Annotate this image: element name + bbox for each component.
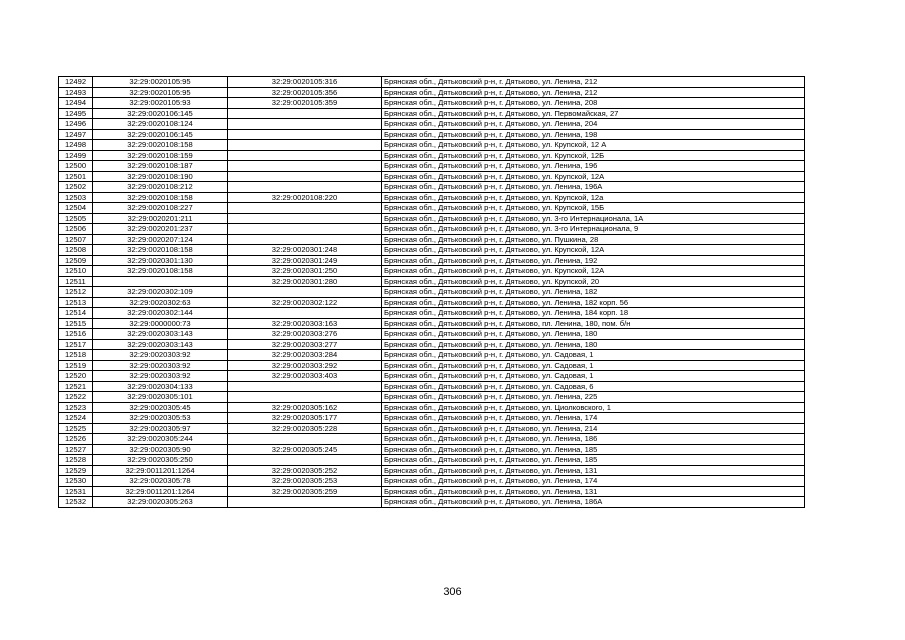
parcel-number-cell: 32:29:0020305:263 (93, 497, 228, 508)
table-row (59, 234, 805, 245)
parcel-number-cell: 32:29:0020207:124 (93, 234, 228, 245)
address-cell: Брянская обл., Дятьковский р-н, г. Дятьково, ул. Крупской, 12Б (382, 150, 805, 161)
table-row (59, 266, 805, 277)
object-number-cell: 32:29:0020105:356 (228, 87, 382, 98)
row-number-cell: 12518 (59, 350, 93, 361)
parcel-number-cell: 32:29:0020108:187 (93, 161, 228, 172)
object-number-cell (228, 119, 382, 130)
parcel-number-cell: 32:29:0020305:97 (93, 423, 228, 434)
object-number-cell: 32:29:0020105:316 (228, 77, 382, 88)
table-row (59, 497, 805, 508)
row-number-cell: 12508 (59, 245, 93, 256)
parcel-number-cell: 32:29:0011201:1264 (93, 465, 228, 476)
row-number-cell: 12493 (59, 87, 93, 98)
table-row (59, 381, 805, 392)
address-cell: Брянская обл., Дятьковский р-н, г. Дятьково, ул. Ленина, 198 (382, 129, 805, 140)
row-number-cell: 12517 (59, 339, 93, 350)
address-cell: Брянская обл., Дятьковский р-н, г. Дятьково, ул. Крупской, 15Б (382, 203, 805, 214)
parcel-number-cell: 32:29:0020106:145 (93, 108, 228, 119)
address-cell: Брянская обл., Дятьковский р-н, г. Дятьково, ул. Садовая, 6 (382, 381, 805, 392)
object-number-cell (228, 455, 382, 466)
address-cell: Брянская обл., Дятьковский р-н, г. Дятьково, ул. Ленина, 212 (382, 87, 805, 98)
address-cell: Брянская обл., Дятьковский р-н, г. Дятьково, ул. Ленина, 204 (382, 119, 805, 130)
table-row (59, 98, 805, 109)
object-number-cell (228, 129, 382, 140)
row-number-cell: 12498 (59, 140, 93, 151)
address-cell: Брянская обл., Дятьковский р-н, г. Дятьково, ул. Ленина, 184 корп. 18 (382, 308, 805, 319)
row-number-cell: 12519 (59, 360, 93, 371)
object-number-cell: 32:29:0020108:220 (228, 192, 382, 203)
address-cell: Брянская обл., Дятьковский р-н, г. Дятьково, ул. Пушкина, 28 (382, 234, 805, 245)
address-cell: Брянская обл., Дятьковский р-н, г. Дятьково, ул. Ленина, 180 (382, 339, 805, 350)
row-number-cell: 12502 (59, 182, 93, 193)
object-number-cell (228, 497, 382, 508)
object-number-cell: 32:29:0020303:292 (228, 360, 382, 371)
parcel-number-cell: 32:29:0020302:63 (93, 297, 228, 308)
row-number-cell: 12510 (59, 266, 93, 277)
address-cell: Брянская обл., Дятьковский р-н, г. Дятьково, ул. Крупской, 12 А (382, 140, 805, 151)
object-number-cell (228, 434, 382, 445)
parcel-number-cell: 32:29:0020201:237 (93, 224, 228, 235)
table-row (59, 339, 805, 350)
parcel-number-cell: 32:29:0000000:73 (93, 318, 228, 329)
row-number-cell: 12520 (59, 371, 93, 382)
row-number-cell: 12497 (59, 129, 93, 140)
object-number-cell: 32:29:0020303:284 (228, 350, 382, 361)
row-number-cell: 12513 (59, 297, 93, 308)
address-cell: Брянская обл., Дятьковский р-н, г. Дятьково, ул. Ленина, 196 (382, 161, 805, 172)
table-row (59, 360, 805, 371)
address-cell: Брянская обл., Дятьковский р-н, г. Дятьково, ул. Ленина, 214 (382, 423, 805, 434)
address-cell: Брянская обл., Дятьковский р-н, г. Дятьково, ул. Ленина, 192 (382, 255, 805, 266)
row-number-cell: 12501 (59, 171, 93, 182)
parcel-number-cell: 32:29:0020305:90 (93, 444, 228, 455)
row-number-cell: 12509 (59, 255, 93, 266)
row-number-cell: 12521 (59, 381, 93, 392)
parcel-number-cell: 32:29:0020305:78 (93, 476, 228, 487)
row-number-cell: 12516 (59, 329, 93, 340)
row-number-cell: 12526 (59, 434, 93, 445)
table-row (59, 413, 805, 424)
address-cell: Брянская обл., Дятьковский р-н, г. Дятьково, ул. Ленина, 212 (382, 77, 805, 88)
page-number: 306 (443, 586, 462, 598)
row-number-cell: 12492 (59, 77, 93, 88)
row-number-cell: 12528 (59, 455, 93, 466)
parcel-number-cell: 32:29:0020108:158 (93, 192, 228, 203)
table-row (59, 402, 805, 413)
row-number-cell: 12499 (59, 150, 93, 161)
parcel-number-cell: 32:29:0020303:92 (93, 360, 228, 371)
parcel-number-cell: 32:29:0020301:130 (93, 255, 228, 266)
table-row (59, 129, 805, 140)
table-row (59, 297, 805, 308)
parcel-number-cell: 32:29:0020105:95 (93, 77, 228, 88)
object-number-cell (228, 203, 382, 214)
row-number-cell: 12524 (59, 413, 93, 424)
row-number-cell: 12523 (59, 402, 93, 413)
address-cell: Брянская обл., Дятьковский р-н, г. Дятьково, ул. 3-го Интернационала, 1А (382, 213, 805, 224)
row-number-cell: 12506 (59, 224, 93, 235)
table-row (59, 87, 805, 98)
address-cell: Брянская обл., Дятьковский р-н, г. Дятьково, ул. Ленина, 131 (382, 465, 805, 476)
parcel-number-cell: 32:29:0020108:158 (93, 140, 228, 151)
object-number-cell (228, 308, 382, 319)
table-row (59, 213, 805, 224)
object-number-cell (228, 234, 382, 245)
address-cell: Брянская обл., Дятьковский р-н, г. Дятьково, ул. Ленина, 174 (382, 413, 805, 424)
object-number-cell (228, 150, 382, 161)
cadastral-table (58, 76, 805, 508)
row-number-cell: 12505 (59, 213, 93, 224)
row-number-cell: 12504 (59, 203, 93, 214)
object-number-cell: 32:29:0020305:252 (228, 465, 382, 476)
object-number-cell: 32:29:0020305:245 (228, 444, 382, 455)
table-row (59, 476, 805, 487)
table-row (59, 245, 805, 256)
parcel-number-cell: 32:29:0020106:145 (93, 129, 228, 140)
address-cell: Брянская обл., Дятьковский р-н, г. Дятьково, ул. Ленина, 196А (382, 182, 805, 193)
table-row (59, 455, 805, 466)
parcel-number-cell: 32:29:0020201:211 (93, 213, 228, 224)
row-number-cell: 12525 (59, 423, 93, 434)
table-row (59, 329, 805, 340)
row-number-cell: 12500 (59, 161, 93, 172)
address-cell: Брянская обл., Дятьковский р-н, г. Дятьково, ул. Ленина, 182 корп. 56 (382, 297, 805, 308)
parcel-number-cell (93, 276, 228, 287)
parcel-number-cell: 32:29:0020108:212 (93, 182, 228, 193)
object-number-cell: 32:29:0020303:277 (228, 339, 382, 350)
object-number-cell (228, 171, 382, 182)
table-row (59, 108, 805, 119)
parcel-number-cell: 32:29:0020303:92 (93, 371, 228, 382)
address-cell: Брянская обл., Дятьковский р-н, г. Дятьково, ул. Ленина, 208 (382, 98, 805, 109)
object-number-cell (228, 381, 382, 392)
table-row (59, 119, 805, 130)
address-cell: Брянская обл., Дятьковский р-н, г. Дятьково, ул. Ленина, 131 (382, 486, 805, 497)
table-row (59, 140, 805, 151)
address-cell: Брянская обл., Дятьковский р-н, г. Дятьково, ул. Садовая, 1 (382, 360, 805, 371)
parcel-number-cell: 32:29:0020108:159 (93, 150, 228, 161)
address-cell: Брянская обл., Дятьковский р-н, г. Дятьково, ул. Ленина, 185 (382, 455, 805, 466)
row-number-cell: 12494 (59, 98, 93, 109)
parcel-number-cell: 32:29:0020108:124 (93, 119, 228, 130)
object-number-cell (228, 287, 382, 298)
table-row (59, 392, 805, 403)
address-cell: Брянская обл., Дятьковский р-н, г. Дятьково, ул. Ленина, 182 (382, 287, 805, 298)
parcel-number-cell: 32:29:0020303:143 (93, 339, 228, 350)
table-row (59, 171, 805, 182)
address-cell: Брянская обл., Дятьковский р-н, г. Дятьково, ул. Садовая, 1 (382, 371, 805, 382)
row-number-cell: 12514 (59, 308, 93, 319)
table-row (59, 371, 805, 382)
object-number-cell: 32:29:0020305:259 (228, 486, 382, 497)
object-number-cell: 32:29:0020305:253 (228, 476, 382, 487)
object-number-cell (228, 182, 382, 193)
address-cell: Брянская обл., Дятьковский р-н, г. Дятьково, ул. Садовая, 1 (382, 350, 805, 361)
table-row (59, 255, 805, 266)
table-row (59, 444, 805, 455)
table-row (59, 434, 805, 445)
parcel-number-cell: 32:29:0020302:144 (93, 308, 228, 319)
address-cell: Брянская обл., Дятьковский р-н, г. Дятьково, ул. Ленина, 186 (382, 434, 805, 445)
object-number-cell (228, 224, 382, 235)
parcel-number-cell: 32:29:0020108:190 (93, 171, 228, 182)
address-cell: Брянская обл., Дятьковский р-н, г. Дятьково, ул. Крупской, 20 (382, 276, 805, 287)
parcel-number-cell: 32:29:0020105:93 (93, 98, 228, 109)
object-number-cell: 32:29:0020301:250 (228, 266, 382, 277)
address-cell: Брянская обл., Дятьковский р-н, г. Дятьково, ул. Крупской, 12А (382, 171, 805, 182)
address-cell: Брянская обл., Дятьковский р-н, г. Дятьково, ул. Ленина, 186А (382, 497, 805, 508)
object-number-cell (228, 392, 382, 403)
address-cell: Брянская обл., Дятьковский р-н, г. Дятьково, ул. Циолковского, 1 (382, 402, 805, 413)
table-body (59, 77, 805, 508)
row-number-cell: 12532 (59, 497, 93, 508)
address-cell: Брянская обл., Дятьковский р-н, г. Дятьково, ул. Ленина, 185 (382, 444, 805, 455)
parcel-number-cell: 32:29:0020105:95 (93, 87, 228, 98)
row-number-cell: 12530 (59, 476, 93, 487)
object-number-cell: 32:29:0020105:359 (228, 98, 382, 109)
parcel-number-cell: 32:29:0020305:250 (93, 455, 228, 466)
address-cell: Брянская обл., Дятьковский р-н, г. Дятьково, ул. Крупской, 12а (382, 192, 805, 203)
parcel-number-cell: 32:29:0020303:92 (93, 350, 228, 361)
table-row (59, 150, 805, 161)
object-number-cell: 32:29:0020303:403 (228, 371, 382, 382)
row-number-cell: 12515 (59, 318, 93, 329)
row-number-cell: 12529 (59, 465, 93, 476)
table-row (59, 276, 805, 287)
object-number-cell (228, 161, 382, 172)
table-row (59, 423, 805, 434)
parcel-number-cell: 32:29:0020303:143 (93, 329, 228, 340)
object-number-cell: 32:29:0020301:249 (228, 255, 382, 266)
row-number-cell: 12512 (59, 287, 93, 298)
row-number-cell: 12511 (59, 276, 93, 287)
table-row (59, 203, 805, 214)
parcel-number-cell: 32:29:0020302:109 (93, 287, 228, 298)
object-number-cell: 32:29:0020302:122 (228, 297, 382, 308)
table-row (59, 486, 805, 497)
object-number-cell (228, 108, 382, 119)
table-row (59, 224, 805, 235)
object-number-cell (228, 140, 382, 151)
address-cell: Брянская обл., Дятьковский р-н, г. Дятьково, ул. Крупской, 12А (382, 245, 805, 256)
object-number-cell: 32:29:0020303:163 (228, 318, 382, 329)
object-number-cell (228, 213, 382, 224)
row-number-cell: 12531 (59, 486, 93, 497)
parcel-number-cell: 32:29:0020305:53 (93, 413, 228, 424)
address-cell: Брянская обл., Дятьковский р-н, г. Дятьково, ул. 3-го Интернационала, 9 (382, 224, 805, 235)
parcel-number-cell: 32:29:0020305:244 (93, 434, 228, 445)
row-number-cell: 12507 (59, 234, 93, 245)
row-number-cell: 12522 (59, 392, 93, 403)
object-number-cell: 32:29:0020305:177 (228, 413, 382, 424)
row-number-cell: 12527 (59, 444, 93, 455)
address-cell: Брянская обл., Дятьковский р-н, г. Дятьково, пл. Ленина, 180, пом. б/н (382, 318, 805, 329)
object-number-cell: 32:29:0020305:162 (228, 402, 382, 413)
parcel-number-cell: 32:29:0020305:101 (93, 392, 228, 403)
address-cell: Брянская обл., Дятьковский р-н, г. Дятьково, ул. Крупской, 12А (382, 266, 805, 277)
object-number-cell: 32:29:0020305:228 (228, 423, 382, 434)
parcel-number-cell: 32:29:0011201:1264 (93, 486, 228, 497)
table-row (59, 182, 805, 193)
parcel-number-cell: 32:29:0020304:133 (93, 381, 228, 392)
table-row (59, 77, 805, 88)
address-cell: Брянская обл., Дятьковский р-н, г. Дятьково, ул. Ленина, 180 (382, 329, 805, 340)
address-cell: Брянская обл., Дятьковский р-н, г. Дятьково, ул. Ленина, 174 (382, 476, 805, 487)
row-number-cell: 12503 (59, 192, 93, 203)
table-row (59, 350, 805, 361)
table-row (59, 161, 805, 172)
address-cell: Брянская обл., Дятьковский р-н, г. Дятьково, ул. Первомайская, 27 (382, 108, 805, 119)
parcel-number-cell: 32:29:0020305:45 (93, 402, 228, 413)
table-row (59, 318, 805, 329)
address-cell: Брянская обл., Дятьковский р-н, г. Дятьково, ул. Ленина, 225 (382, 392, 805, 403)
row-number-cell: 12495 (59, 108, 93, 119)
parcel-number-cell: 32:29:0020108:158 (93, 266, 228, 277)
table-row (59, 465, 805, 476)
table-row (59, 287, 805, 298)
row-number-cell: 12496 (59, 119, 93, 130)
parcel-number-cell: 32:29:0020108:227 (93, 203, 228, 214)
table-row (59, 308, 805, 319)
table-row (59, 192, 805, 203)
object-number-cell: 32:29:0020301:280 (228, 276, 382, 287)
object-number-cell: 32:29:0020303:276 (228, 329, 382, 340)
object-number-cell: 32:29:0020301:248 (228, 245, 382, 256)
parcel-number-cell: 32:29:0020108:158 (93, 245, 228, 256)
